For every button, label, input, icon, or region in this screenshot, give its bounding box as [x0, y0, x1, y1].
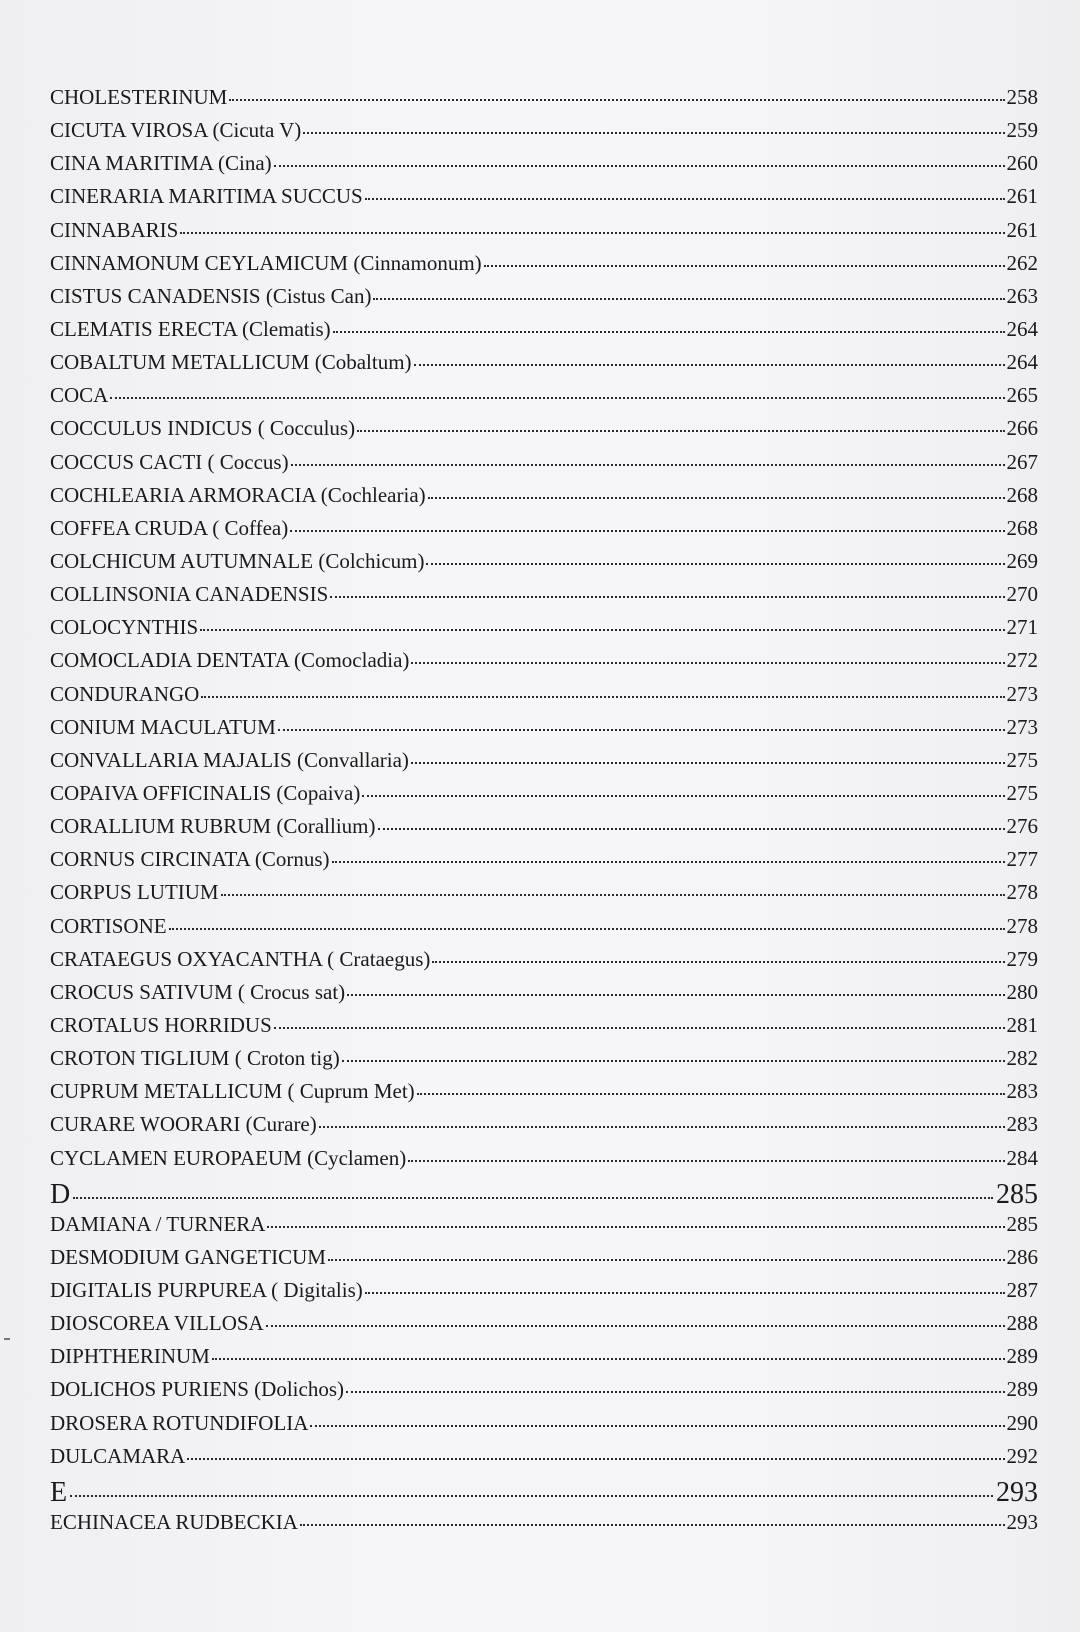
dot-leader [417, 1093, 1005, 1095]
entry-name: CINNAMONUM CEYLAMICUM (Cinnamonum) [50, 250, 482, 275]
page-number: 277 [1006, 847, 1038, 872]
toc-entry [50, 814, 1038, 847]
entry-name: CROTALUS HORRIDUS [50, 1012, 272, 1037]
dot-leader [426, 563, 1004, 565]
dot-leader [365, 198, 1005, 200]
page-number: 264 [1006, 350, 1038, 375]
dot-leader [310, 1425, 1004, 1427]
entry-name: DIPHTHERINUM [50, 1344, 210, 1369]
toc-entry [50, 218, 1038, 251]
dot-leader [73, 1197, 993, 1199]
dot-leader [201, 696, 1004, 698]
page-number: 285 [996, 1178, 1038, 1210]
toc-entry [50, 748, 1038, 781]
entry-name: CINA MARITIMA (Cina) [50, 151, 272, 176]
entry-name: COCA [50, 383, 109, 408]
dot-leader [378, 828, 1005, 830]
entry-name: COPAIVA OFFICINALIS (Copaiva) [50, 780, 361, 805]
dot-leader [342, 1060, 1005, 1062]
toc-entry [50, 1311, 1038, 1344]
toc-entry [50, 1112, 1038, 1145]
page-number: 270 [1006, 582, 1038, 607]
dot-leader [332, 861, 1005, 863]
dot-leader [411, 762, 1005, 764]
dot-leader [346, 1391, 1005, 1393]
entry-name: COCCUS CACTI ( Coccus) [50, 449, 289, 474]
toc-entry [50, 715, 1038, 748]
entry-name: CORALLIUM RUBRUM (Corallium) [50, 814, 376, 839]
page-number: 278 [1006, 913, 1038, 938]
dot-leader [70, 1495, 993, 1497]
dot-leader [187, 1458, 1004, 1460]
dot-leader [373, 298, 1004, 300]
dot-leader [411, 662, 1004, 664]
entry-name: COCHLEARIA ARMORACIA (Cochlearia) [50, 482, 426, 507]
page-number: 278 [1006, 880, 1038, 905]
page-number: 289 [1006, 1344, 1038, 1369]
toc-entry [50, 1444, 1038, 1477]
page-number: 272 [1006, 648, 1038, 673]
dot-leader [180, 232, 1004, 234]
entry-name: COFFEA CRUDA ( Coffea) [50, 515, 289, 540]
toc-entry [50, 847, 1038, 880]
toc-entry [50, 1344, 1038, 1377]
entry-name: CONVALLARIA MAJALIS (Convallaria) [50, 747, 409, 772]
dot-leader [291, 464, 1005, 466]
entry-name: CICUTA VIROSA (Cicuta V) [50, 118, 302, 143]
toc-entry [50, 1510, 1038, 1543]
toc-entry [50, 483, 1038, 516]
entry-name: COLOCYNTHIS [50, 615, 199, 640]
entry-name: CONDURANGO [50, 681, 200, 706]
entry-name: COBALTUM METALLICUM (Cobaltum) [50, 350, 412, 375]
table-of-contents [50, 85, 1038, 1543]
dot-leader [300, 1524, 1005, 1526]
dot-leader [303, 132, 1004, 134]
entry-name: ECHINACEA RUDBECKIA [50, 1510, 298, 1535]
entry-name: CONIUM MACULATUM [50, 714, 276, 739]
toc-entry [50, 1212, 1038, 1245]
page-number: 293 [1006, 1510, 1038, 1535]
dot-leader [432, 961, 1004, 963]
page-number: 261 [1006, 217, 1038, 242]
toc-entry [50, 284, 1038, 317]
toc-entry [50, 914, 1038, 947]
page-number: 289 [1006, 1377, 1038, 1402]
page-number: 288 [1006, 1311, 1038, 1336]
page-number: 290 [1006, 1410, 1038, 1435]
toc-entry [50, 516, 1038, 549]
margin-mark [4, 1338, 10, 1340]
toc-entry [50, 1079, 1038, 1112]
dot-leader [347, 994, 1004, 996]
entry-name: COMOCLADIA DENTATA (Comocladia) [50, 648, 410, 673]
toc-entry [50, 151, 1038, 184]
toc-entry [50, 383, 1038, 416]
dot-leader [414, 364, 1005, 366]
entry-name: CROTON TIGLIUM ( Croton tig) [50, 1046, 340, 1071]
toc-entry [50, 1245, 1038, 1278]
toc-entry [50, 947, 1038, 980]
dot-leader [484, 265, 1005, 267]
toc-entry [50, 317, 1038, 350]
dot-leader [333, 331, 1005, 333]
entry-name: CORTISONE [50, 913, 167, 938]
entry-name: COLCHICUM AUTUMNALE (Colchicum) [50, 548, 425, 573]
toc-entry [50, 615, 1038, 648]
dot-leader [267, 1226, 1004, 1228]
entry-name: CURARE WOORARI (Curare) [50, 1112, 317, 1137]
entry-name: CISTUS CANADENSIS (Cistus Can) [50, 283, 372, 308]
page-number: 292 [1006, 1443, 1038, 1468]
page-number: 275 [1006, 780, 1038, 805]
entry-name: DOLICHOS PURIENS (Dolichos) [50, 1377, 344, 1402]
entry-name: CINNABARIS [50, 217, 179, 242]
page-number: 280 [1006, 979, 1038, 1004]
entry-name: CHOLESTERINUM [50, 85, 228, 109]
page-number: 273 [1006, 681, 1038, 706]
page-number: 282 [1006, 1046, 1038, 1071]
toc-entry [50, 85, 1038, 118]
entry-name: CROCUS SATIVUM ( Crocus sat) [50, 979, 346, 1004]
dot-leader [328, 1259, 1005, 1261]
dot-leader [365, 1292, 1005, 1294]
toc-entry [50, 450, 1038, 483]
page-number: 260 [1006, 151, 1038, 176]
page-number: 275 [1006, 747, 1038, 772]
dot-leader [266, 1325, 1005, 1327]
toc-entry [50, 582, 1038, 615]
entry-name: DIGITALIS PURPUREA ( Digitalis) [50, 1278, 363, 1303]
toc-entry [50, 350, 1038, 383]
dot-leader [200, 629, 1004, 631]
page-number: 284 [1006, 1145, 1038, 1170]
page-number: 285 [1006, 1211, 1038, 1236]
section-letter: D [50, 1178, 71, 1210]
toc-entry [50, 781, 1038, 814]
page-number: 283 [1006, 1079, 1038, 1104]
entry-name: CLEMATIS ERECTA (Clematis) [50, 316, 331, 341]
toc-entry [50, 980, 1038, 1013]
page-number: 273 [1006, 714, 1038, 739]
page-number: 268 [1006, 515, 1038, 540]
entry-name: DULCAMARA [50, 1443, 186, 1468]
dot-leader [278, 729, 1005, 731]
page-number: 287 [1006, 1278, 1038, 1303]
page-number: 276 [1006, 814, 1038, 839]
dot-leader [274, 1027, 1005, 1029]
toc-entry [50, 416, 1038, 449]
toc-entry [50, 880, 1038, 913]
toc-entry [50, 1377, 1038, 1410]
dot-leader [221, 894, 1005, 896]
page-number: 281 [1006, 1012, 1038, 1037]
toc-entry [50, 1146, 1038, 1179]
dot-leader [362, 795, 1004, 797]
page-number: 261 [1006, 184, 1038, 209]
page-number: 265 [1006, 383, 1038, 408]
toc-section-heading [50, 1477, 1038, 1510]
page-number: 283 [1006, 1112, 1038, 1137]
page-number: 269 [1006, 548, 1038, 573]
entry-name: COLLINSONIA CANADENSIS [50, 582, 329, 607]
page-number: 263 [1006, 283, 1038, 308]
toc-entry [50, 118, 1038, 151]
page-number: 258 [1006, 85, 1038, 109]
dot-leader [110, 397, 1004, 399]
page-number: 259 [1006, 118, 1038, 143]
page-number: 271 [1006, 615, 1038, 640]
entry-name: CYCLAMEN EUROPAEUM (Cyclamen) [50, 1145, 407, 1170]
toc-entry [50, 682, 1038, 715]
dot-leader [357, 430, 1004, 432]
page-number: 262 [1006, 250, 1038, 275]
toc-entry [50, 549, 1038, 582]
page-number: 268 [1006, 482, 1038, 507]
entry-name: DESMODIUM GANGETICUM [50, 1244, 326, 1269]
dot-leader [290, 530, 1004, 532]
entry-name: CUPRUM METALLICUM ( Cuprum Met) [50, 1079, 415, 1104]
dot-leader [274, 165, 1005, 167]
dot-leader [330, 596, 1004, 598]
toc-entry [50, 1278, 1038, 1311]
dot-leader [212, 1358, 1005, 1360]
dot-leader [408, 1160, 1004, 1162]
page-number: 266 [1006, 416, 1038, 441]
entry-name: DAMIANA / TURNERA [50, 1211, 266, 1236]
page-number: 293 [996, 1476, 1038, 1508]
entry-name: CRATAEGUS OXYACANTHA ( Crataegus) [50, 946, 431, 971]
toc-entry [50, 1411, 1038, 1444]
entry-name: COCCULUS INDICUS ( Cocculus) [50, 416, 356, 441]
page-number: 279 [1006, 946, 1038, 971]
entry-name: DROSERA ROTUNDIFOLIA [50, 1410, 309, 1435]
toc-section-heading [50, 1179, 1038, 1212]
entry-name: DIOSCOREA VILLOSA [50, 1311, 264, 1336]
toc-entry [50, 648, 1038, 681]
page-number: 286 [1006, 1244, 1038, 1269]
page-number: 264 [1006, 316, 1038, 341]
page-number: 267 [1006, 449, 1038, 474]
dot-leader [428, 497, 1005, 499]
toc-entry [50, 184, 1038, 217]
entry-name: CORPUS LUTIUM [50, 880, 219, 905]
toc-entry [50, 1013, 1038, 1046]
toc-entry [50, 1046, 1038, 1079]
toc-entry [50, 251, 1038, 284]
dot-leader [319, 1126, 1005, 1128]
section-letter: E [50, 1476, 68, 1508]
entry-name: CINERARIA MARITIMA SUCCUS [50, 184, 363, 209]
dot-leader [169, 928, 1005, 930]
entry-name: CORNUS CIRCINATA (Cornus) [50, 847, 330, 872]
dot-leader [229, 99, 1004, 101]
